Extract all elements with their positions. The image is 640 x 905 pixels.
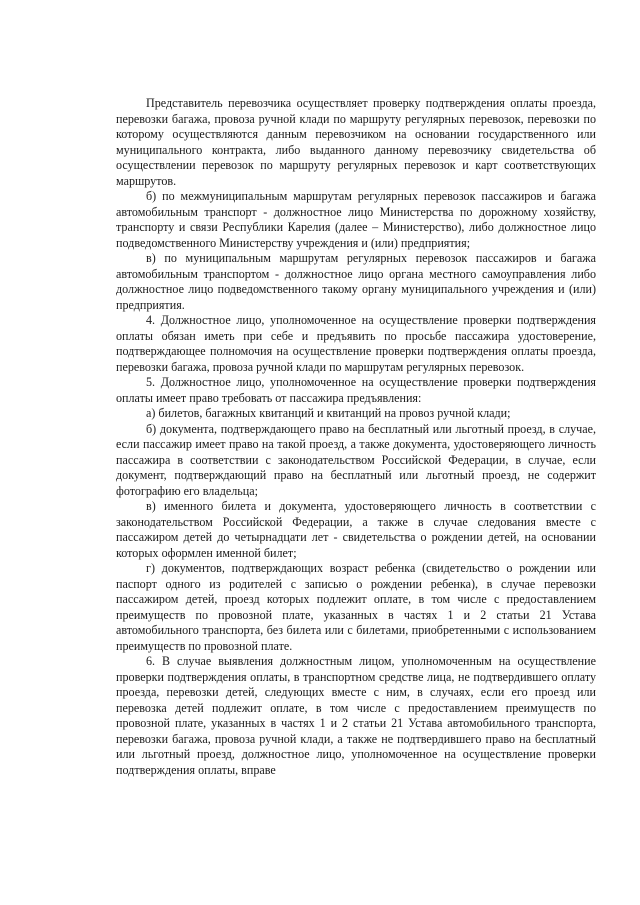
paragraph-item-b: б) по межмуниципальным маршрутам регулярных перевозок пассажиров и багажа автомобильным транспорт - должностное лицо Министерства по дорожному хозяйству, транспорту и связи Республики Карелия (далее – Министерство), либо должностное лицо подведомственного Министерству учреждения и (или) предприятия; <box>116 189 596 250</box>
paragraph-section-4: 4. Должностное лицо, уполномоченное на осуществление проверки подтверждения оплаты обязан иметь при себе и предъявить по просьбе пассажира удостоверение, подтверждающее полномочия на осуществление проверки подтверждения оплаты проезда, перевозки багажа, провоза ручной клади по маршрутам регулярных перевозок. <box>116 313 596 374</box>
paragraph-section-6: 6. В случае выявления должностным лицом, уполномоченным на осуществление проверки подтверждения оплаты, в транспортном средстве лица, не подтвердившего оплату проезда, перевозки детей, следующих вместе с ним, в случаях, если его проезд или перевозка детей подлежит оплате, в том числе с предоставлением преимуществ по провозной плате, указанных в частях 1 и 2 статьи 21 Устава автомобильного транспорта, перевозки багажа, провоза ручной клади, а также не подтвердившего право на бесплатный или льготный проезд, должностное лицо, уполномоченное на осуществление проверки подтверждения оплаты, вправе <box>116 654 596 777</box>
paragraph-subitem-a: а) билетов, багажных квитанций и квитанций на провоз ручной клади; <box>146 406 511 420</box>
paragraph-item-v: в) по муниципальным маршрутам регулярных перевозок пассажиров и багажа автомобильным транспортом - должностное лицо органа местного самоуправления либо должностное лицо подведомственного такому органу муниципального учреждения и (или) предприятия. <box>116 251 596 312</box>
paragraph-subitem-g: г) документов, подтверждающих возраст ребенка (свидетельство о рождении или паспорт одного из родителей с записью о рождении ребенка), в случае перевозки пассажиром детей, проезд которых подлежит оплате, в том числе с предоставлением преимуществ по провозной плате, указанных в частях 1 и 2 статьи 21 Устава автомобильного транспорта, без билета или с билетами, приобретенными с использованием преимуществ по провозной плате. <box>116 561 596 653</box>
paragraph-section-5: 5. Должностное лицо, уполномоченное на осуществление проверки подтверждения оплаты имеет право требовать от пассажира предъявления: <box>116 375 596 405</box>
document-body <box>116 96 596 778</box>
paragraph-subitem-b: б) документа, подтверждающего право на бесплатный или льготный проезд, в случае, если пассажир имеет право на такой проезд, а также документа, удостоверяющего личность пассажира в соответствии с законодательством Российской Федерации, в случае, если документ, подтверждающий право на бесплатный или льготный проезд, не содержит фотографию его владельца; <box>116 421 596 498</box>
paragraph-carrier-representative: Представитель перевозчика осуществляет проверку подтверждения оплаты проезда, перевозки багажа, провоза ручной клади по маршруту регулярных перевозок, перевозки по которому осуществляются данным перевозчиком на основании государственного или муниципального контракта, либо выданного данному перевозчику свидетельства об осуществлении перевозок по маршруту регулярных перевозок и карт соответствующих маршрутов. <box>116 96 596 188</box>
paragraph-subitem-v: в) именного билета и документа, удостоверяющего личность в соответствии с законодательством Российской Федерации, а также в случае следования вместе с пассажиром детей до четырнадцати лет - свидетельства о рождении детей, на основании которых оформлен именной билет; <box>116 499 596 560</box>
